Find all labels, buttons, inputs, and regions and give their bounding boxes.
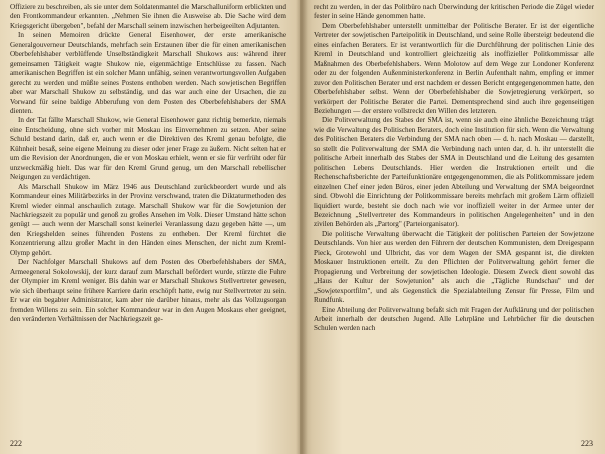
left-page [0, 0, 300, 454]
paragraph: recht zu werden, in der das Politbüro nach Überwindung der kritischen Periode die Zügel wieder fester in seine Hände genommen hatte. [314, 3, 594, 21]
left-page-text [10, 3, 286, 324]
book-gutter [296, 0, 308, 454]
page-number: 223 [581, 439, 593, 448]
paragraph: In seinen Memoiren drückte General Eisenhower, der erste amerikanische Generalgouverneur Deutschlands, mehrfach sein Erstaunen über die für einen amerikanischen Oberbefehlshaber verblüffende Unselbständigkeit Marschall Shukows aus: während ihrer gemeinsamen Tätigkeit wagte Shukow nie, eigenmächtige Entschlüsse zu fassen. Nach amerikanischen Begriffen ist ein solcher Mann unfähig, seinen verantwortungsvollen Aufgaben gerecht zu werden und müßte seines Postens enthoben werden. Nach sowjetischen Begriffen aber war Marschall Shukow zu selbständig, und das war auch eine der Ursachen, die zu Vorwand für seine baldige Abberufung von dem Posten des Oberbefehlshabers der SMA dienten. [10, 31, 286, 115]
page-number: 222 [10, 439, 22, 448]
paragraph: Dem Oberbefehlshaber unterstellt unmittelbar der Politische Berater. Er ist der eigentliche Vertreter der sowjetischen Parteipolitik in Deutschland, und seine Rolle übersteigt bedeutend die eines einfachen Beraters. Er ist verantwortlich für die Durchführung der politischen Linie des Kreml in Deutschland und kontrolliert gleichzeitig als inoffizieller Politkommissar alle Maßnahmen des Oberbefehlshabers. Wenn Molotow auf dem Wege zur Londoner Konferenz oder zu der folgenden Außenministerkonferenz in Berlin Aufenthalt nahm, empfing er immer zuvor den Politischen Berater und erst nachdem er dessen Bericht entgegengenommen hatte, den Oberbefehlshaber selbst. Wenn der Oberbefehlshaber die Sowjetregierung verkörpert, so verkörpert der Politische Berater die Partei. Dementsprechend sind auch ihre gegenseitigen Beziehungen — der erstere vollstreckt den Willen des letzteren. [314, 21, 594, 115]
paragraph: Die Politverwaltung des Stabes der SMA ist, wenn sie auch eine ähnliche Bezeichnung trägt wie die Verwaltung des Politischen Beraters, doch eine Institution für sich. Wenn die Verwaltung des Politischen Beraters die Verbindung der SMA nach oben — d. h. nach Moskau — darstellt, so stellt die Politverwaltung der SMA die Verbindung nach unten dar, d. h. ihr unterstellt die politische Arbeit innerhalb des Stabes der SMA in Deutschland und die Leitung des gesamten politischen Lebens Deutschlands. Hier werden die Instruktionen erteilt und die Rechenschaftsberichte der Parteifunktionäre entgegengenommen, die als Politkommissare jedem einzelnen Chef einer jeden Büros, einer jeden Abteilung und Verwaltung der SMA beigeordnet sind. Obwohl die Einrichtung der Politkommissare bereits mehrfach mit großem Lärm offiziell liquidiert wurde, besteht sie doch nach wie vor inoffiziell weiter in der Armee unter der Bezeichnung „Stellvertreter des Kommandeurs in politischen Angelegenheiten" und in den zivilen Behörden als „Partorg" (Parteiorganisator). [314, 116, 594, 229]
right-page-text [314, 3, 594, 334]
paragraph: Die politische Verwaltung überwacht die Tätigkeit der politischen Parteien der Sowjetzone Deutschlands. Von hier aus werden den Führern der deutschen Kommunisten, dem Dreigespann Pieck, Grotewohl und Ulbricht, das vor dem Wagen der SMA gespannt ist, die direkten Moskauer Instruktionen erteilt. Zu den Pflichten der Politverwaltung gehört ferner die Propagierung und Verbreitung der sowjetischen Ideologie. Diesem Zweck dient sowohl das „Haus der Kultur der Sowjetunion" als auch die „Tägliche Rundschau" und der „Sowjetexportfilm", und als Gegenstück die Spezialabteilung Zensur für Presse, Film und Rundfunk. [314, 229, 594, 305]
paragraph: Offiziere zu beschreiben, als sie unter dem Soldatenmantel die Marschalluniform erblickten und den Frontkommandeur erkannten. „Nehmen Sie ihnen die Ausweise ab. Die Sache wird dem Kriegsgericht übergeben", befahl der Marschall seinem inzwischen herbeigeeilten Adjutanten. [10, 3, 286, 30]
paragraph: Der Nachfolger Marschall Shukows auf dem Posten des Oberbefehlshabers der SMA, Armeegeneral Sokolowskij, der kurz darauf zum Marschall befördert wurde, stürzte die Fuhre der Olympier im Kreml weniger. Bis dahin war er Marschall Shukows Stellvertreter gewesen, wie sich überhaupt seine frühere Karriere darin erschöpft hatte, ewig nur Stellvertreter zu sein. Er war ein begabter Administrator, kam aber nie darüber hinaus, mehr als das Vollzugsorgan fremden Willens zu sein. Ein solcher Kommandeur war in den Augen Moskaus eher geeignet, den veränderten Verhältnissen der Nachkriegszeit ge- [10, 258, 286, 323]
paragraph: Eine Abteilung der Politverwaltung befaßt sich mit Fragen der Aufklärung und der politischen Arbeit innerhalb der deutschen Jugend. Alle Lehrpläne und Lehrbücher für die deutschen Schulen werden nach [314, 305, 594, 333]
paragraph: In der Tat fällte Marschall Shukow, wie General Eisenhower ganz richtig bemerkte, niemals eine Entscheidung, ohne sich vorher mit Moskau ins Einvernehmen zu setzen. Aber seine Schuld bestand darin, daß er, auch wenn er die Direktiven des Kreml genau befolgte, die Kühnheit besaß, seine eigene Meinung zu dieser oder jener Frage zu äußern. Nicht selten hat er um die Revision der Anordnungen, die er von Moskau erhielt, wenn er sie für verfrüht oder für unzweckmäßig hielt. Das war für den Kreml Grund genug, um den Marschall rebellischer Neigungen zu verdächtigen. [10, 116, 286, 182]
paragraph: Als Marschall Shukow im März 1946 aus Deutschland zurückbeordert wurde und als Kommandeur eines Militärbezirks in der Provinz verschwand, traten die Diktaturmethoden des Kreml wieder einmal anschaulich zutage. Marschall Shukow war für die Sowjetunion der Nachkriegszeit zu populär und genoß zu großes Ansehen im Volk. Dieser Umstand hätte schon genügt — auch wenn der Marschall sonst keinerlei Veranlassung dazu gegeben hätte —, um den Kriegshelden seines führenden Postens zu entheben. Der Kreml fürchtet die Konzentrierung allzu großer Macht in den Händen eines Menschen, der nicht zum Kreml-Olymp gehört. [10, 182, 286, 257]
right-page [300, 0, 605, 454]
